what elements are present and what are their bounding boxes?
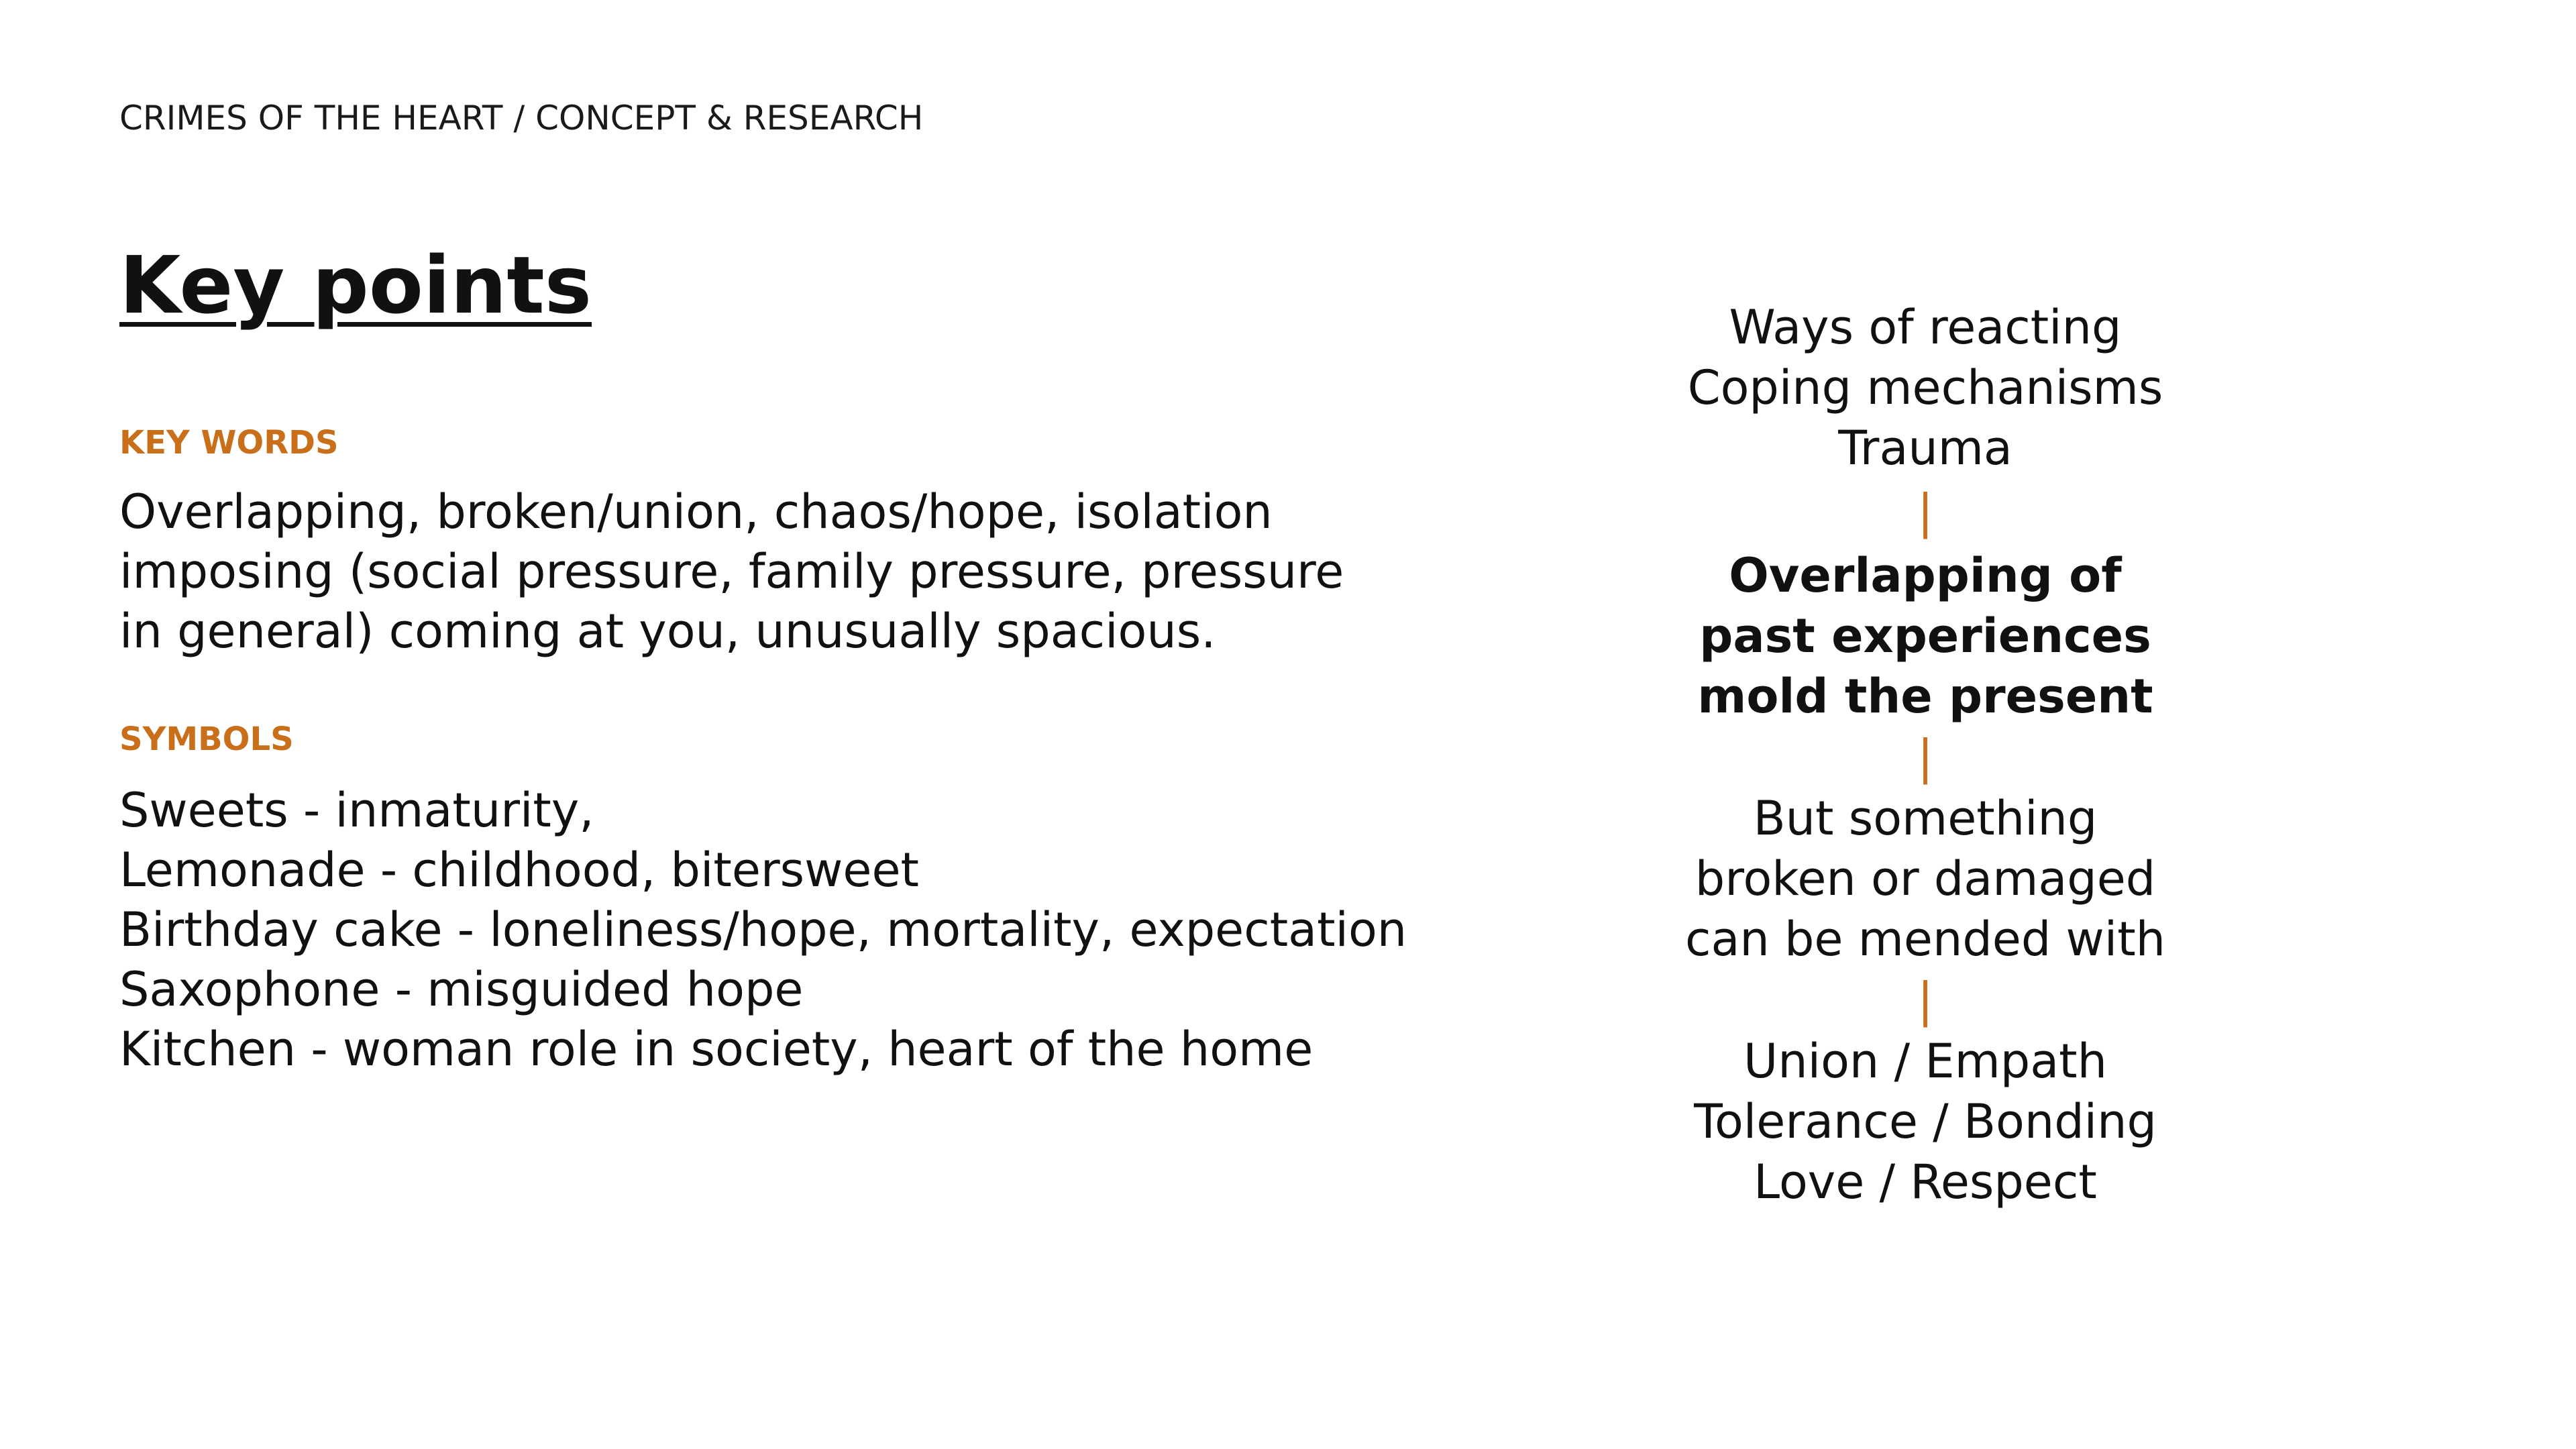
- flow-divider: |: [1917, 484, 1933, 539]
- flow-line: Coping mechanisms: [1687, 360, 2163, 415]
- key-words-line: Overlapping, broken/union, chaos/hope, isolation: [119, 484, 1273, 539]
- flow-line: Trauma: [1838, 421, 2012, 476]
- flow-line: Tolerance / Bonding: [1694, 1094, 2157, 1149]
- page-title: Key points: [119, 239, 592, 331]
- flow-line: Ways of reacting: [1729, 300, 2122, 355]
- symbols-label: SYMBOLS: [119, 720, 294, 758]
- symbol-line: Sweets - inmaturity,: [119, 783, 594, 838]
- flow-line: Overlapping of: [1729, 548, 2122, 603]
- flow-block-overlapping: [1664, 545, 2187, 727]
- key-words-text: [119, 482, 1495, 661]
- flow-block-mending: [1664, 788, 2187, 969]
- symbol-line: Saxophone - misguided hope: [119, 962, 804, 1017]
- flow-line: Love / Respect: [1754, 1155, 2097, 1210]
- symbol-line: Birthday cake - loneliness/hope, mortality, expectation: [119, 902, 1407, 957]
- symbols-text: [119, 781, 1495, 1079]
- flow-line: Union / Empath: [1743, 1034, 2107, 1089]
- key-words-line: imposing (social pressure, family pressure, pressure: [119, 544, 1344, 599]
- flow-line: past experiences: [1699, 608, 2151, 663]
- symbol-line: Lemonade - childhood, bitersweet: [119, 843, 919, 898]
- flow-divider: |: [1917, 973, 1933, 1028]
- breadcrumb: CRIMES OF THE HEART / CONCEPT & RESEARCH: [119, 99, 924, 138]
- concept-flow: [1664, 297, 2187, 1212]
- flow-block-values: [1664, 1031, 2187, 1212]
- key-words-label: KEY WORDS: [119, 424, 339, 462]
- flow-block-reactions: [1664, 297, 2187, 478]
- flow-line: can be mended with: [1684, 912, 2166, 967]
- flow-line: mold the present: [1697, 669, 2153, 724]
- symbol-line: Kitchen - woman role in society, heart of the home: [119, 1022, 1313, 1077]
- flow-line: broken or damaged: [1695, 851, 2156, 906]
- flow-divider: |: [1917, 730, 1933, 785]
- flow-line: But something: [1753, 791, 2098, 846]
- key-words-line: in general) coming at you, unusually spacious.: [119, 604, 1216, 659]
